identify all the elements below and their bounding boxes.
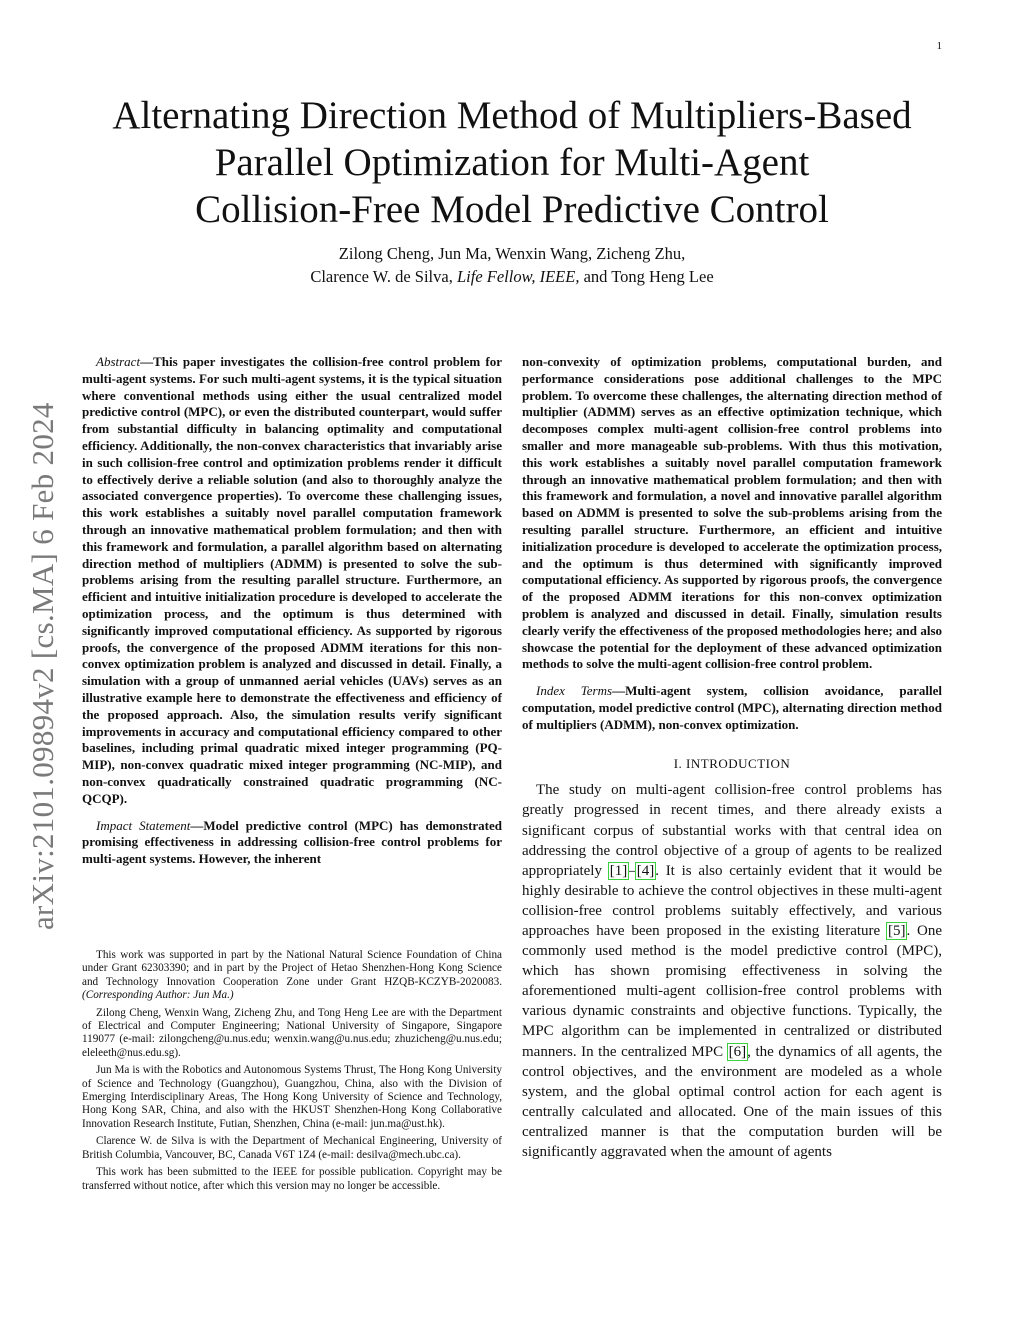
left-column — [82, 354, 502, 878]
page-number: 1 — [936, 40, 942, 52]
authors-line-2 — [100, 265, 924, 288]
intro-text-1: The study on multi-agent collision-free control problems has greatly progressed in recent times, and there already exists a significant corpus of substantial works with that central idea on addressing the control objective of a group of agents to be realized appropriately — [522, 782, 942, 879]
title-line-1: Alternating Direction Method of Multipliers-Based — [112, 94, 912, 137]
title-line-3: Collision-Free Model Predictive Control — [195, 188, 829, 231]
abstract — [82, 354, 502, 808]
index-terms-label: Index Terms — [536, 683, 613, 699]
abstract-label: Abstract — [96, 354, 141, 369]
right-column — [522, 354, 942, 1162]
authors-line-2-post: and Tong Heng Lee — [579, 267, 714, 286]
intro-text-3: . It is also certainly evident that it would be highly desirable to achieve the control objectives in these multi-agent collision-free control problems suitably effectively, and various approaches have been proposed in the existing literature — [522, 862, 942, 939]
citation-link[interactable]: [1] — [609, 862, 628, 879]
footnote-funding-text: This work was supported in part by the National Natural Science Foundation of China under Grant 62303390; and in part by the Project of Hetao Shenzhen-Hong Kong Science and Technology Innovation Cooperation Zone under Grant HZQB-KCZYB-2020083. — [82, 949, 502, 988]
authors-line-2-pre: Clarence W. de Silva, — [310, 267, 457, 286]
footnote-funding — [82, 949, 502, 1003]
citation-link[interactable]: [6] — [728, 1043, 747, 1060]
intro-text-4: . One commonly used method is the model predictive control (MPC), which has shown promising effectiveness in solving the aforementioned multi-agent collision-free control problems with various dynamic constraints and objective functions. Typically, the MPC algorithm can be implemented in centralized or distributed manners. In the centralized MPC — [522, 922, 942, 1060]
impact-statement-continued: non-convexity of optimization problems, computational burden, and performance considerations pose additional challenges to the MPC problem. To overcome these challenges, the alternating direction method of multiplier (ADMM) serves as an effective optimization technique, which decomposes complex multi-agent collision-free control problems into smaller and more manageable sub-problems. With thus this motivation, this work establishes a suitably novel parallel computation framework through an innovative mathematical problem formulation; and then with this framework and formulation, a novel and innovative parallel algorithm based on ADMM is presented to solve the sub-problems arising from the resulting parallel structure. Furthermore, an efficient and intuitive initialization procedure is developed to accelerate the optimization process, and the optimum is thus determined with significantly improved computational efficiency. As supported by rigorous proofs, the convergence of the proposed ADMM iterations for this non-convex optimization problem is analyzed and discussed in detail. Finally, simulation results clearly verify the effectiveness of the proposed methodologies here; and also showcase the potential for the deployment of these advanced optimization methods to solve the multi-agent collision-free control problem. — [522, 354, 942, 672]
intro-text-5: , the dynamics of all agents, the control objectives, and the environment are modeled as a whole system, and the global optimal control action for each agent is centrally calculated and allocated. One of the main issues of this centralized manner is that the computation burden will be significantly aggravated when the amount of agents — [522, 1043, 942, 1161]
index-terms — [522, 683, 942, 733]
footnote-affiliation-ubc: Clarence W. de Silva is with the Department of Mechanical Engineering, University of British Columbia, Vancouver, BC, Canada V6T 1Z4 (e-mail: desilva@mech.ubc.ca). — [82, 1135, 502, 1161]
impact-statement — [82, 818, 502, 868]
citation-link[interactable]: [4] — [636, 862, 655, 879]
impact-label: Impact Statement — [96, 817, 191, 833]
impact-text-left: —Model predictive control (MPC) has demonstrated promising effectiveness in addressing collision-free control problems for multi-agent systems. However, the inherent — [82, 817, 502, 867]
authors-line-1: Zilong Cheng, Jun Ma, Wenxin Wang, Zicheng Zhu, — [338, 244, 686, 263]
footnotes — [82, 949, 502, 1197]
footnote-affiliation-hkust: Jun Ma is with the Robotics and Autonomous Systems Thrust, The Hong Kong University of Science and Technology (Guangzhou), Guangzhou, China, also with the Division of Emerging Interdisciplinary Areas, The Hong Kong University of Science and Technology, Hong Kong SAR, China, and also with the HKUST Shenzhen-Hong Kong Collaborative Innovation Research Institute, Futian, Shenzhen, China (e-mail: jun.ma@ust.hk). — [82, 1064, 502, 1130]
footnote-corresponding: (Corresponding Author: Jun Ma.) — [82, 989, 234, 1002]
title-line-2: Parallel Optimization for Multi-Agent — [214, 141, 810, 184]
footnote-copyright: This work has been submitted to the IEEE for possible publication. Copyright may be transferred without notice, after which this version may no longer be accessible. — [82, 1166, 502, 1192]
index-terms-text: —Multi-agent system, collision avoidance, parallel computation, model predictive control (MPC), alternating direction method of multipliers (ADMM), non-convex optimization. — [522, 683, 943, 732]
authors-fellow-title: Life Fellow, IEEE, — [456, 267, 580, 286]
abstract-text: —This paper investigates the collision-free control problem for multi-agent systems. For such multi-agent systems, it is the typical situation where conventional methods using either the usual centralized model predictive control (MPC), or even the distributed counterpart, would suffer from substantial difficulty in balancing optimality and computational efficiency. Additionally, the non-convex characteristics that invariably arise in such collision-free control and optimization problems render it difficult to effectively derive a reliable solution (and also to thoroughly analyze the associated convergence properties). To overcome these challenging issues, this work establishes a suitably novel parallel computation framework through an innovative mathematical problem formulation; and then with this framework and formulation, a parallel algorithm based on alternating direction method of multipliers (ADMM) is presented to solve the sub-problems arising from the resulting parallel structure. Furthermore, an efficient and intuitive initialization procedure is developed to accelerate the optimization process, and the optimum is thus determined with significantly improved computational efficiency. As supported by rigorous proofs, the convergence of the proposed ADMM iterations for this non-convex optimization problem is analyzed and discussed in detail. Finally, a simulation with a group of unmanned aerial vehicles (UAVs) serves as an illustrative example here to demonstrate the effectiveness and efficiency of the proposed approach. Also, the simulation results verify significant improvements in accuracy and computational efficiency compared to other baselines, including primal quadratic mixed integer programming (PQ-MIP), non-convex quadratic mixed integer programming (NC-MIP), and non-convex quadratically constrained quadratic programming (NC-QCQP). — [82, 354, 502, 806]
footnote-affiliation-nus: Zilong Cheng, Wenxin Wang, Zicheng Zhu, and Tong Heng Lee are with the Department of Electrical and Computer Engineering; National University of Singapore, Singapore 119077 (e-mail: zilongcheng@u.nus.edu; wenxin.wang@u.nus.edu; zhuzicheng@u.nus.edu; eleleeth@nus.edu.sg). — [82, 1006, 502, 1059]
intro-text-2: – — [628, 862, 636, 879]
introduction-paragraph — [522, 780, 942, 1162]
author-list — [100, 242, 924, 288]
section-heading-introduction: I. INTRODUCTION — [673, 755, 791, 771]
arxiv-stamp: arXiv:2101.09894v2 [cs.MA] 6 Feb 2024 — [25, 402, 60, 930]
citation-link[interactable]: [5] — [887, 922, 906, 939]
paper-title — [70, 92, 954, 233]
